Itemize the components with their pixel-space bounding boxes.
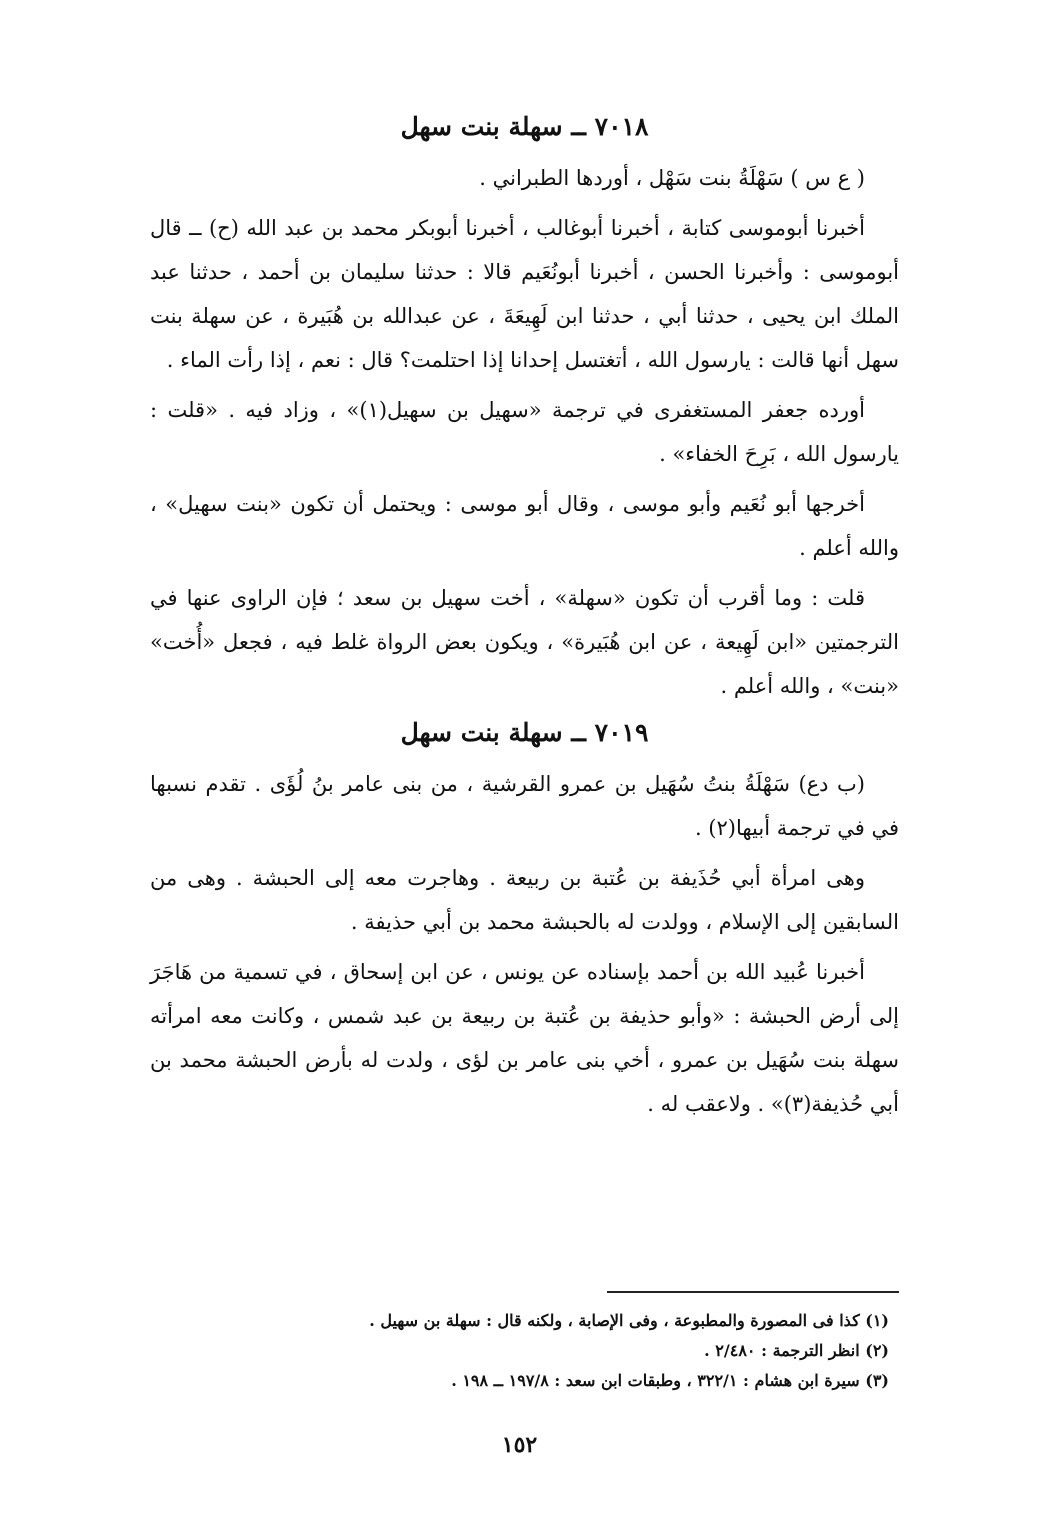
entry-7018-paragraph: أخبرنا أبوموسى كتابة ، أخبرنا أبوغالب ، أخبرنا أبوبكر محمد بن عبد الله (ح) ــ قال أبوموسى : وأخبرنا الحسن ، أخبرنا أبونُعَيم قالا : حدثنا سليمان بن أحمد ، حدثنا عبد الملك ابن يحيى ، حدثنا أبي ، حدثنا ابن لَهِيعَةَ ، عن عبدالله بن هُبَيرة ، عن سهلة بنت سهل أنها قالت : يارسول الله ، أتغتسل إحدانا إذا احتلمت؟ قال : نعم ، إذا رأت الماء . [150, 216, 899, 372]
entry-7018-paragraph: أخرجها أبو نُعَيم وأبو موسى ، وقال أبو موسى : ويحتمل أن تكون «بنت سهيل» ، والله أعلم . [150, 492, 899, 560]
entry-7019-paragraph: وهى امرأة أبي حُذَيفة بن عُتبة بن ربيعة . وهاجرت معه إلى الحبشة . وهى من السابقين إلى الإسلام ، وولدت له بالحبشة محمد بن أبي حذيفة . [150, 866, 899, 934]
entry-7018-paragraph: ( ع س ) سَهْلَةُ بنت سَهْل ، أوردها الطبراني . [479, 166, 865, 190]
footnotes [300, 1306, 889, 1396]
page-number: ١٥٢ [501, 1432, 538, 1458]
footnote-item: (٢) انظر الترجمة : ٢/٤٨٠ . [704, 1341, 889, 1360]
entry-7019-paragraph: أخبرنا عُبيد الله بن أحمد بإسناده عن يونس ، عن ابن إسحاق ، في تسمية من هَاجَرَ إلى أرض الحبشة : «وأبو حذيفة بن عُتبة بن ربيعة بن عبد شمس ، وكانت معه امرأته سهلة بنت سُهَيل بن عمرو ، أخي بنى عامر بن لؤى ، ولدت له بأرض الحبشة محمد بن أبي حُذيفة(٣)» . ولاعقب له . [150, 960, 899, 1116]
entry-7019-paragraph: (ب دع) سَهْلَةُ بنتُ سُهَيل بن عمرو القرشية ، من بنى عامر بنُ لُؤَى . تقدم نسبها في في ترجمة أبيها(٢) . [150, 772, 899, 840]
entry-7018-paragraph: أورده جعفر المستغفرى في ترجمة «سهيل بن سهيل(١)» ، وزاد فيه . «قلت : يارسول الله ، بَرِحَ الخفاء» . [150, 398, 899, 466]
footnote-divider [607, 1291, 899, 1293]
entry-heading-7019: ٧٠١٩ ــ سهلة بنت سهل [400, 718, 649, 747]
main-text [150, 108, 899, 1132]
footnote-item: (٣) سيرة ابن هشام : ٣٢٢/١ ، وطبقات ابن سعد : ١٩٧/٨ ــ ١٩٨ . [451, 1371, 889, 1390]
entry-heading-7018: ٧٠١٨ ــ سهلة بنت سهل [400, 112, 649, 141]
footnote-item: (١) كذا فى المصورة والمطبوعة ، وفى الإصابة ، ولكنه قال : سهلة بن سهيل . [369, 1311, 889, 1330]
entry-7018-paragraph: قلت : وما أقرب أن تكون «سهلة» ، أخت سهيل بن سعد ؛ فإن الراوى عنها في الترجمتين «ابن لَهِيعة ، عن ابن هُبَيرة» ، ويكون بعض الرواة غلط فيه ، فجعل «أُخت» «بنت» ، والله أعلم . [150, 586, 899, 698]
